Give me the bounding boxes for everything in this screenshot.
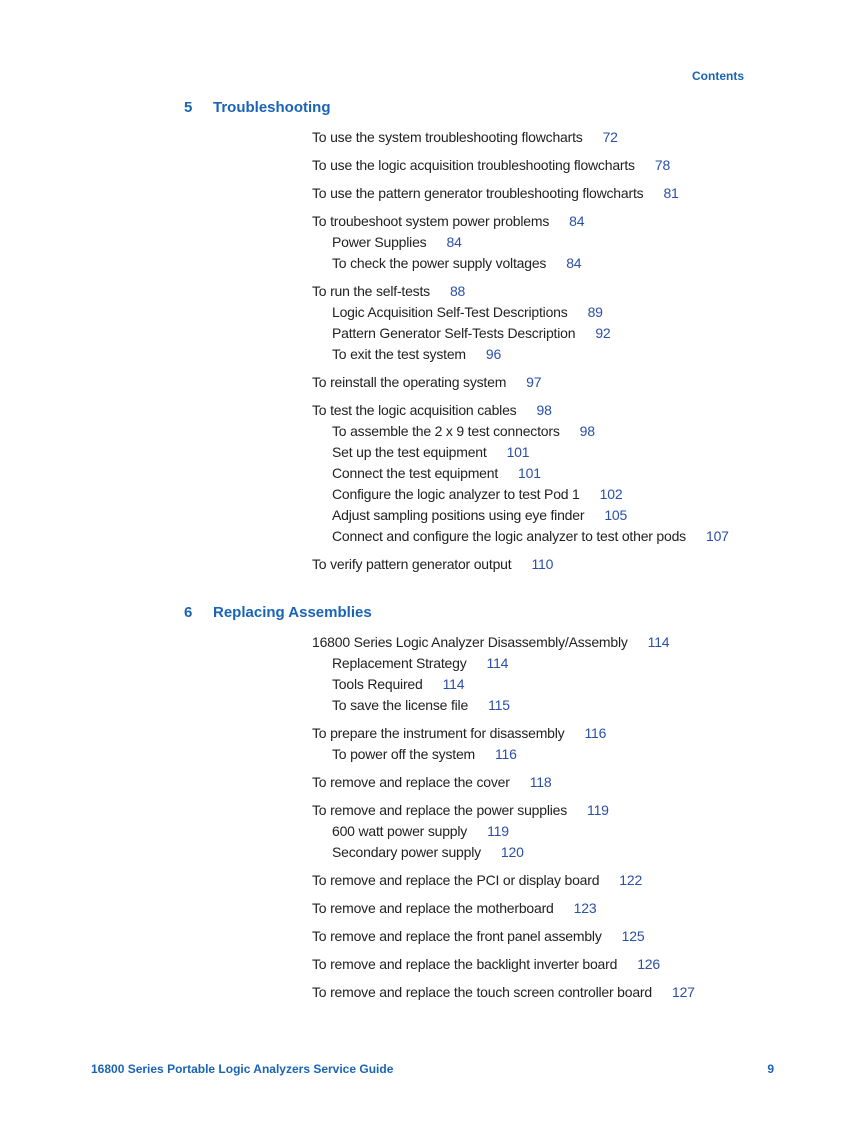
toc-entry[interactable] [312, 304, 792, 320]
toc-entry-title: 600 watt power supply [332, 823, 468, 839]
toc-entry-title: To remove and replace the front panel assembly [312, 928, 602, 944]
toc-entry-page: 119 [487, 823, 509, 839]
chapter-6-heading[interactable] [184, 604, 372, 621]
toc-entry[interactable] [312, 157, 792, 173]
toc-entry-page: 114 [647, 634, 670, 650]
toc-entry-page: 84 [569, 213, 585, 229]
toc-entry-page: 118 [529, 774, 552, 790]
toc-entry[interactable] [312, 507, 792, 523]
toc-entry-title: To save the license file [332, 697, 469, 713]
toc-entry-page: 126 [637, 956, 660, 972]
chapter-number: 6 [184, 604, 193, 621]
toc-entry[interactable] [312, 255, 792, 271]
toc-entry[interactable] [312, 185, 792, 201]
toc-entry[interactable] [312, 528, 792, 544]
toc-entry[interactable] [312, 655, 792, 671]
toc-entry-page: 116 [495, 746, 517, 762]
chapter-title: Replacing Assemblies [213, 604, 372, 621]
toc-entry-title: To reinstall the operating system [312, 374, 507, 390]
toc-entry[interactable] [312, 984, 792, 1000]
toc-entry-title: To assemble the 2 x 9 test connectors [332, 423, 560, 439]
toc-entry-title: Connect the test equipment [332, 465, 499, 481]
toc-entry-title: To power off the system [332, 746, 475, 762]
toc-entry-title: To check the power supply voltages [332, 255, 547, 271]
toc-entry[interactable] [312, 374, 792, 390]
toc-entry[interactable] [312, 486, 792, 502]
toc-entry-title: Set up the test equipment [332, 444, 487, 460]
toc-entry[interactable] [312, 325, 792, 341]
toc-entry-title: To prepare the instrument for disassembly [312, 725, 565, 741]
toc-entry[interactable] [312, 823, 792, 839]
toc-entry-title: To use the logic acquisition troubleshooting flowcharts [312, 157, 635, 173]
toc-entry[interactable] [312, 900, 792, 916]
toc-entry[interactable] [312, 465, 792, 481]
toc-entry[interactable] [312, 283, 792, 299]
toc-entry-title: Connect and configure the logic analyzer to test other pods [332, 528, 686, 544]
toc-entry[interactable] [312, 129, 792, 145]
toc-entry-page: 125 [621, 928, 645, 944]
chapter-title: Troubleshooting [213, 99, 331, 116]
toc-entry-page: 98 [536, 402, 552, 418]
toc-entry-page: 101 [506, 444, 530, 460]
toc-entry[interactable] [312, 774, 792, 790]
toc-entry-page: 98 [579, 423, 595, 439]
toc-entry-title: Configure the logic analyzer to test Pod 1 [332, 486, 580, 502]
toc-entry[interactable] [312, 213, 792, 229]
toc-entry[interactable] [312, 725, 792, 741]
toc-entry-page: 122 [619, 872, 643, 888]
toc-entry-title: To run the self-tests [312, 283, 430, 299]
toc-entry-page: 116 [584, 725, 607, 741]
toc-entry-page: 102 [599, 486, 623, 502]
toc-entry-page: 97 [526, 374, 542, 390]
toc-entry-page: 114 [442, 676, 465, 692]
toc-entry-title: To remove and replace the power supplies [312, 802, 568, 818]
toc-entry-title: To remove and replace the cover [312, 774, 510, 790]
toc-entry-page: 110 [531, 556, 554, 572]
toc-entry-page: 84 [566, 255, 582, 271]
toc-entry-title: To remove and replace the PCI or display board [312, 872, 600, 888]
toc-entry-title: Tools Required [332, 676, 423, 692]
toc-entry-title: To troubeshoot system power problems [312, 213, 550, 229]
toc-entry[interactable] [312, 872, 792, 888]
toc-entry-title: Replacement Strategy [332, 655, 467, 671]
toc-entry-title: Adjust sampling positions using eye finder [332, 507, 585, 523]
toc-entry[interactable] [312, 444, 792, 460]
chapter-5-heading[interactable] [184, 99, 331, 116]
toc-entry-title: Pattern Generator Self-Tests Description [332, 325, 576, 341]
toc-entry-title: To remove and replace the backlight inverter board [312, 956, 618, 972]
toc-entry-page: 127 [671, 984, 695, 1000]
toc-entry-title: Power Supplies [332, 234, 427, 250]
toc-entry-page: 120 [500, 844, 524, 860]
toc-entry-title: 16800 Series Logic Analyzer Disassembly/Assembly [312, 634, 628, 650]
toc-entry-title: To verify pattern generator output [312, 556, 512, 572]
toc-entry-page: 84 [446, 234, 462, 250]
toc-entry[interactable] [312, 844, 792, 860]
toc-entry-page: 105 [604, 507, 628, 523]
toc-entry-title: To use the system troubleshooting flowcharts [312, 129, 583, 145]
toc-entry-page: 96 [485, 346, 502, 362]
footer-guide-title: 16800 Series Portable Logic Analyzers Service Guide [91, 1062, 394, 1076]
toc-entry-page: 115 [488, 697, 510, 713]
toc-entry-page: 72 [602, 129, 618, 145]
toc-entry-title: To remove and replace the touch screen controller board [312, 984, 652, 1000]
running-head: Contents [692, 69, 744, 83]
toc-entry-page: 92 [595, 325, 611, 341]
toc-entry[interactable] [312, 234, 792, 250]
toc-entry-page: 101 [518, 465, 541, 481]
toc-entry-page: 78 [654, 157, 671, 173]
page-number: 9 [767, 1062, 774, 1076]
toc-entry-page: 81 [663, 185, 679, 201]
toc-entry-title: Logic Acquisition Self-Test Descriptions [332, 304, 568, 320]
toc-entry-page: 107 [705, 528, 729, 544]
toc-entry-page: 114 [486, 655, 509, 671]
toc-entry[interactable] [312, 556, 792, 572]
toc-entry[interactable] [312, 956, 792, 972]
toc-entry[interactable] [312, 746, 792, 762]
toc-entry-title: Secondary power supply [332, 844, 481, 860]
toc-entry[interactable] [312, 423, 792, 439]
toc-entry[interactable] [312, 802, 792, 818]
toc-entry[interactable] [312, 676, 792, 692]
chapter-5-entries [312, 129, 792, 572]
toc-entry[interactable] [312, 346, 792, 362]
toc-entry-page: 123 [573, 900, 597, 916]
toc-entry-page: 88 [449, 283, 466, 299]
toc-entry[interactable] [312, 634, 792, 650]
toc-entry-title: To exit the test system [332, 346, 466, 362]
chapter-number: 5 [184, 99, 193, 116]
toc-entry-title: To remove and replace the motherboard [312, 900, 554, 916]
chapter-6-entries [312, 634, 792, 1000]
toc-entry[interactable] [312, 402, 792, 418]
toc-entry[interactable] [312, 928, 792, 944]
toc-entry-page: 89 [587, 304, 603, 320]
toc-entry-title: To use the pattern generator troubleshooting flowcharts [312, 185, 644, 201]
toc-entry-page: 119 [587, 802, 609, 818]
toc-entry[interactable] [312, 697, 792, 713]
toc-entry-title: To test the logic acquisition cables [312, 402, 517, 418]
